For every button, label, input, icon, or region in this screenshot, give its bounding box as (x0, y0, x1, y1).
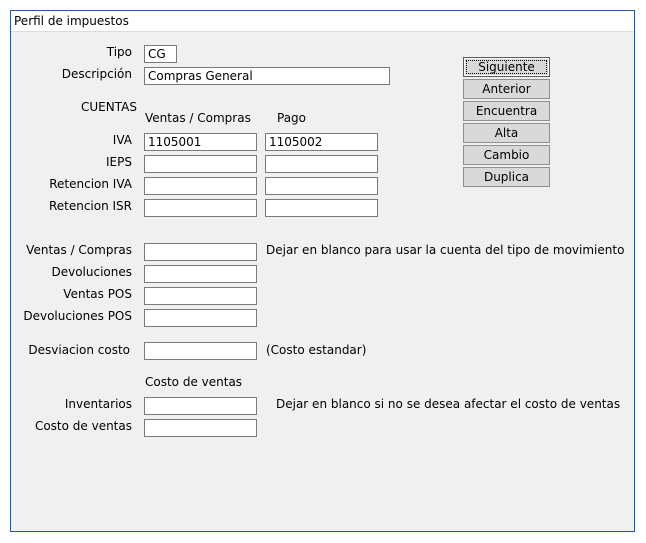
descripcion-input[interactable] (144, 67, 390, 85)
inventarios-note: Dejar en blanco si no se desea afectar el costo de ventas (276, 397, 621, 411)
cuentas-header: CUENTAS (81, 100, 137, 114)
title-bar (11, 11, 634, 32)
pago-column-header: Pago (277, 111, 307, 125)
retencion-iva-pago-input[interactable] (265, 177, 378, 195)
retencion-iva-ventas-compras-input[interactable] (144, 177, 257, 195)
siguiente-button[interactable]: Siguiente (463, 57, 550, 77)
costo-de-ventas-header: Costo de ventas (145, 375, 243, 389)
retencion-iva-label: Retencion IVA (49, 177, 132, 191)
iva-label: IVA (112, 133, 132, 147)
tipo-label: Tipo (106, 45, 132, 59)
duplica-button[interactable]: Duplica (463, 167, 550, 187)
devoluciones-label: Devoluciones (51, 265, 132, 279)
devoluciones-pos-input[interactable] (144, 309, 257, 327)
inventarios-input[interactable] (144, 397, 257, 415)
tipo-input[interactable] (144, 45, 177, 63)
iva-pago-input[interactable] (265, 133, 378, 151)
cambio-button[interactable]: Cambio (463, 145, 550, 165)
costo-de-ventas-label: Costo de ventas (34, 419, 132, 433)
encuentra-button[interactable]: Encuentra (463, 101, 550, 121)
ventas-compras-input[interactable] (144, 243, 257, 261)
devoluciones-input[interactable] (144, 265, 257, 283)
window-title: Perfil de impuestos (14, 14, 129, 28)
retencion-isr-ventas-compras-input[interactable] (144, 199, 257, 217)
iva-ventas-compras-input[interactable] (144, 133, 257, 151)
tax-profile-window (10, 10, 635, 532)
ventas-compras-note: Dejar en blanco para usar la cuenta del tipo de movimiento (266, 243, 625, 257)
ieps-ventas-compras-input[interactable] (144, 155, 257, 173)
desviacion-costo-label: Desviacion costo (28, 343, 130, 357)
ventas-compras-column-header: Ventas / Compras (145, 111, 251, 125)
retencion-isr-label: Retencion ISR (48, 199, 132, 213)
ieps-label: IEPS (106, 155, 132, 169)
ventas-pos-label: Ventas POS (63, 287, 132, 301)
inventarios-label: Inventarios (64, 397, 132, 411)
retencion-isr-pago-input[interactable] (265, 199, 378, 217)
ventas-compras-label: Ventas / Compras (26, 243, 132, 257)
desviacion-costo-note: (Costo estandar) (266, 343, 367, 357)
ventas-pos-input[interactable] (144, 287, 257, 305)
anterior-button[interactable]: Anterior (463, 79, 550, 99)
descripcion-label: Descripción (61, 67, 132, 81)
costo-de-ventas-input[interactable] (144, 419, 257, 437)
desviacion-costo-input[interactable] (144, 342, 257, 360)
devoluciones-pos-label: Devoluciones POS (23, 309, 132, 323)
alta-button[interactable]: Alta (463, 123, 550, 143)
ieps-pago-input[interactable] (265, 155, 378, 173)
